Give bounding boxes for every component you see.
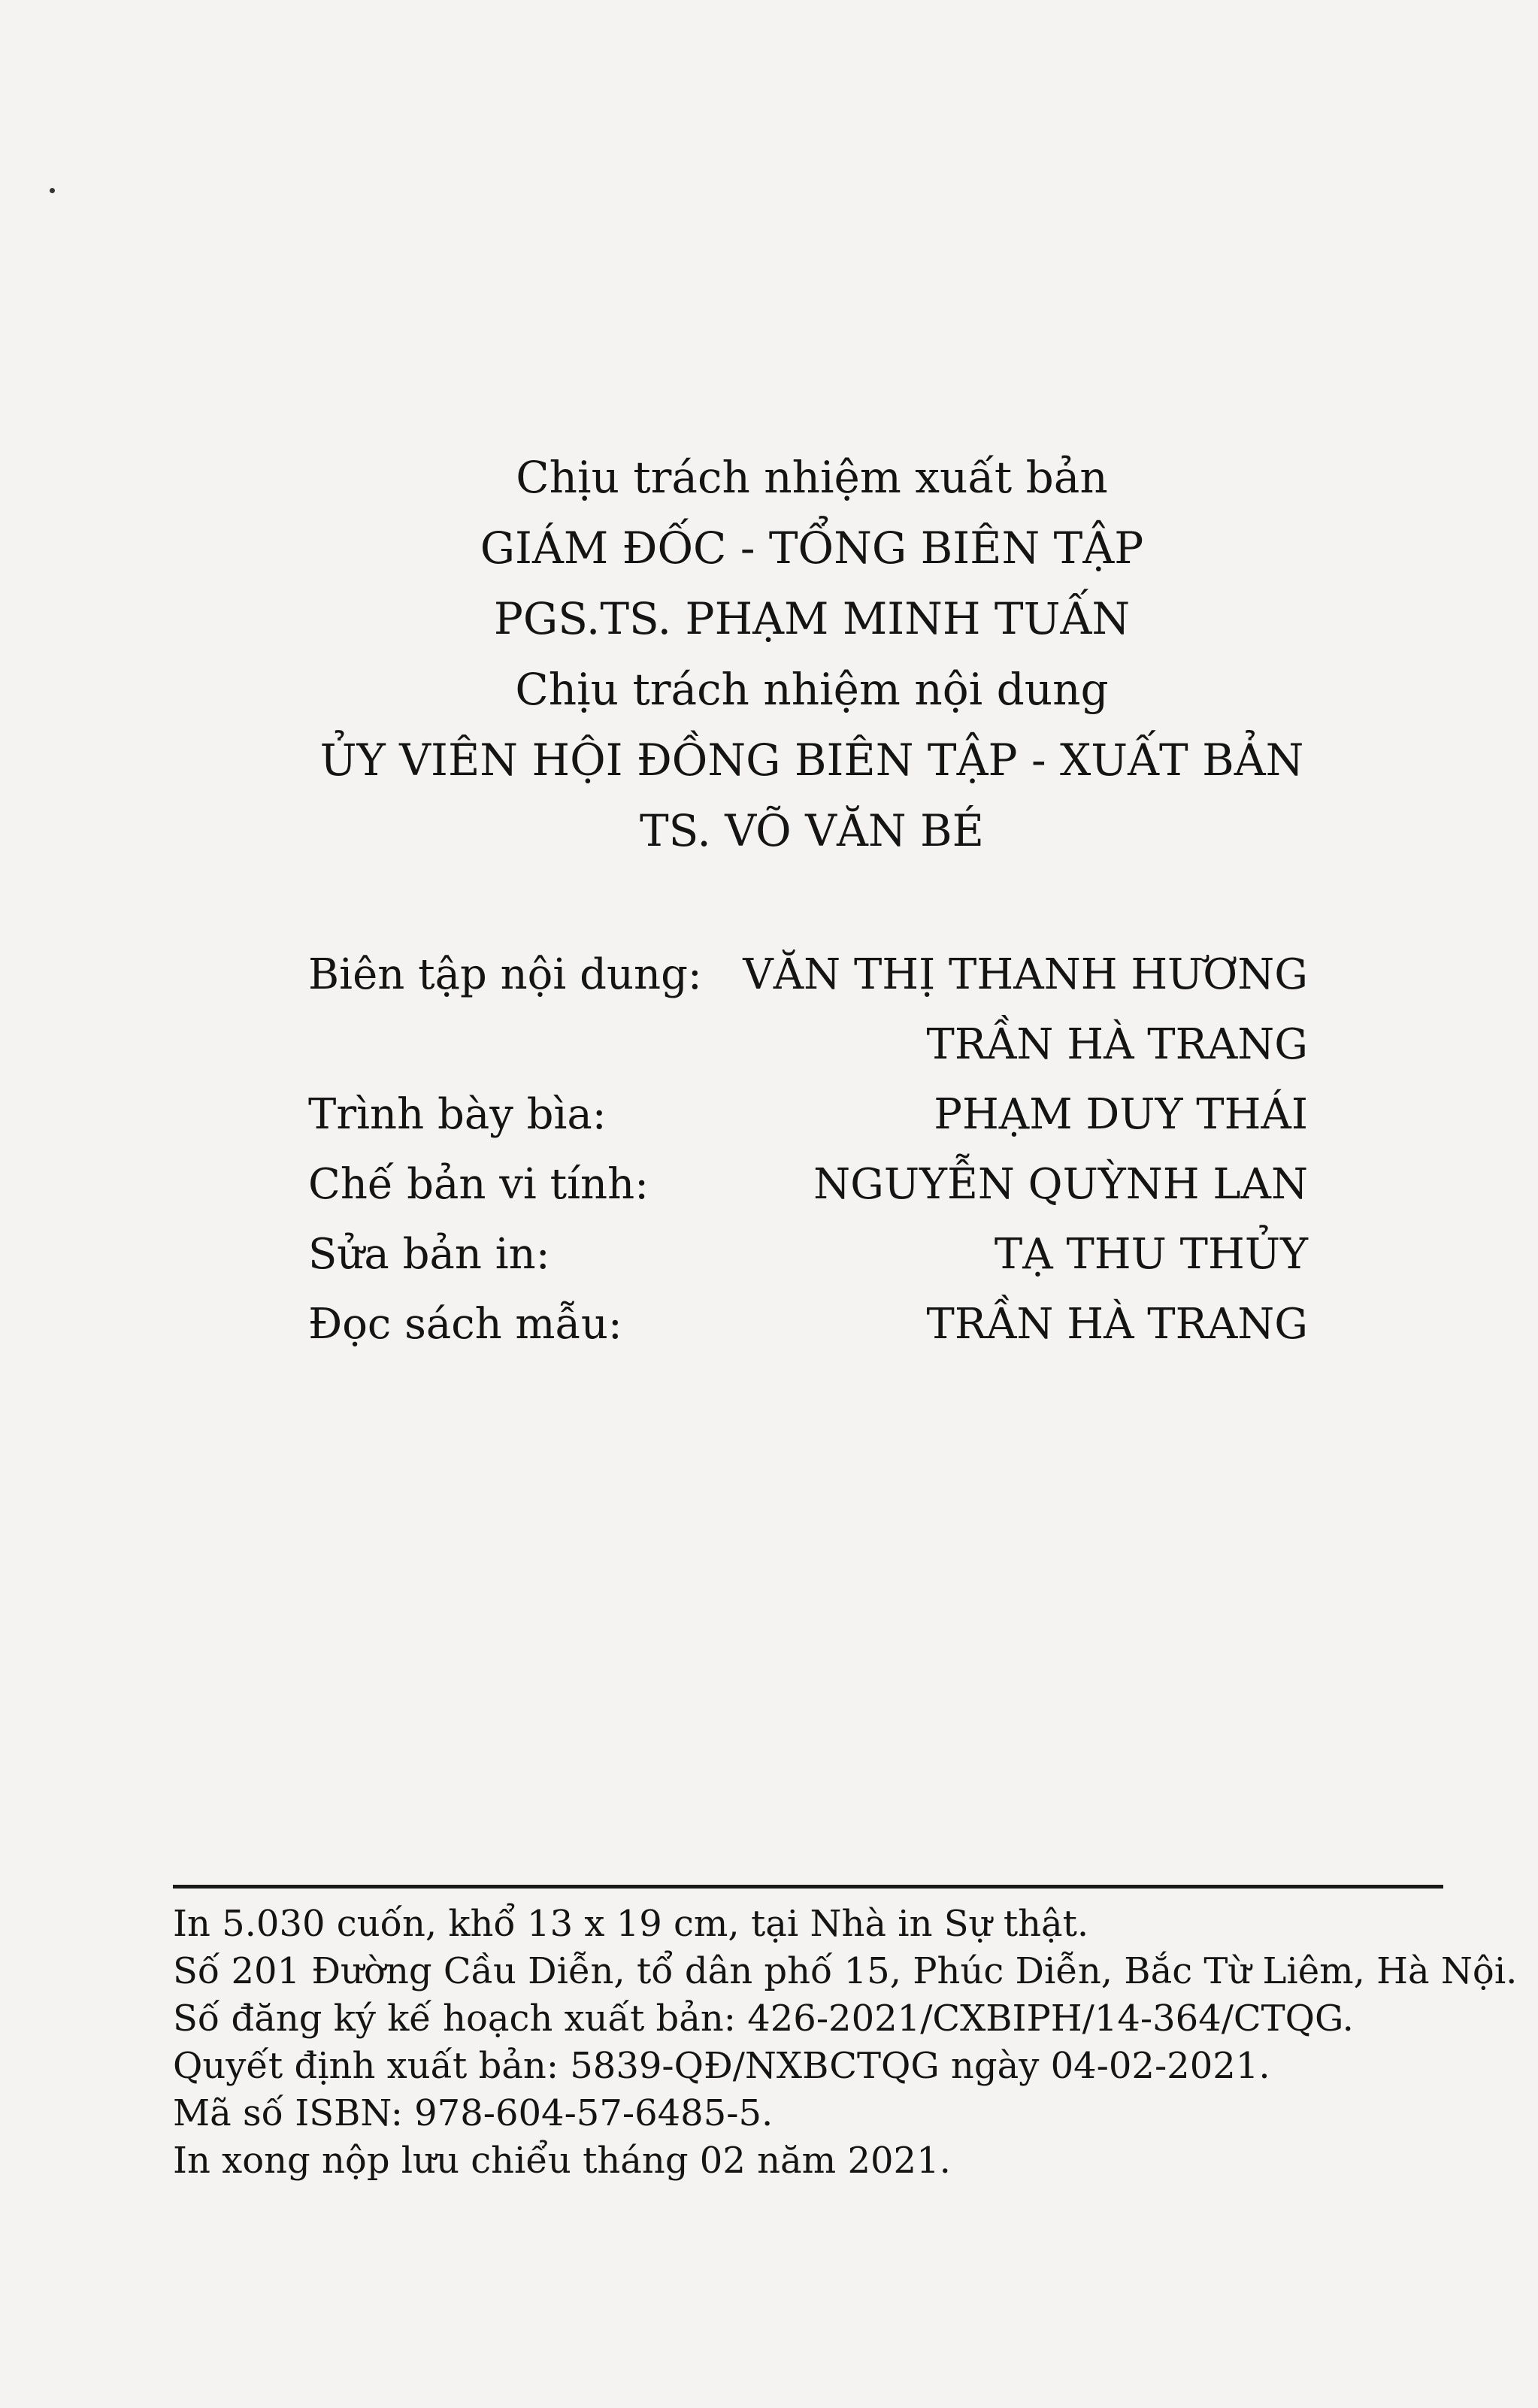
credit-role: Biên tập nội dung:: [308, 950, 702, 999]
imprint-line: In xong nộp lưu chiểu tháng 02 năm 2021.: [173, 2140, 951, 2182]
publishing-responsibility-label: Chịu trách nhiệm xuất bản: [516, 452, 1108, 503]
credit-row: [308, 1149, 1308, 1219]
content-responsibility-person: TS. VÕ VĂN BÉ: [640, 805, 984, 856]
credit-row: [308, 1219, 1308, 1289]
publishing-responsibility-title: GIÁM ĐỐC - TỔNG BIÊN TẬP: [480, 522, 1144, 574]
imprint-line: Số đăng ký kế hoạch xuất bản: 426-2021/CXBIPH/14-364/CTQG.: [173, 1998, 1354, 2040]
imprint-block: [173, 1901, 1518, 2185]
credit-name: TRẦN HÀ TRANG: [926, 1020, 1308, 1069]
content-responsibility-title: ỦY VIÊN HỘI ĐỒNG BIÊN TẬP - XUẤT BẢN: [319, 735, 1304, 786]
credit-name: NGUYỄN QUỲNH LAN: [813, 1160, 1308, 1209]
credit-row: [308, 1010, 1308, 1080]
credit-role: Trình bày bìa:: [308, 1090, 607, 1139]
credit-role: Đọc sách mẫu:: [308, 1300, 622, 1349]
credit-row: [308, 1289, 1308, 1359]
imprint-line: Số 201 Đường Cầu Diễn, tổ dân phố 15, Phúc Diễn, Bắc Từ Liêm, Hà Nội.: [173, 1950, 1518, 1992]
credit-row: [308, 1080, 1308, 1149]
imprint-line: In 5.030 cuốn, khổ 13 x 19 cm, tại Nhà in Sự thật.: [173, 1903, 1089, 1945]
publishing-responsibility-person: PGS.TS. PHẠM MINH TUẤN: [493, 593, 1131, 644]
credit-name: PHẠM DUY THÁI: [934, 1090, 1308, 1139]
staff-credits: [308, 940, 1308, 1359]
ink-speck: [50, 188, 55, 193]
responsibility-block: [286, 442, 1338, 866]
credit-name: TẠ THU THỦY: [994, 1230, 1308, 1279]
credit-name: TRẦN HÀ TRANG: [926, 1300, 1308, 1349]
imprint-line: Quyết định xuất bản: 5839-QĐ/NXBCTQG ngày 04-02-2021.: [173, 2045, 1270, 2087]
content-responsibility-label: Chịu trách nhiệm nội dung: [515, 664, 1109, 715]
credit-row: [308, 940, 1308, 1010]
credit-role: Chế bản vi tính:: [308, 1160, 649, 1209]
imprint-line: Mã số ISBN: 978-604-57-6485-5.: [173, 2092, 774, 2134]
imprint-divider: [173, 1885, 1443, 1889]
credit-name: VĂN THỊ THANH HƯƠNG: [743, 950, 1308, 999]
credit-role: Sửa bản in:: [308, 1230, 550, 1279]
